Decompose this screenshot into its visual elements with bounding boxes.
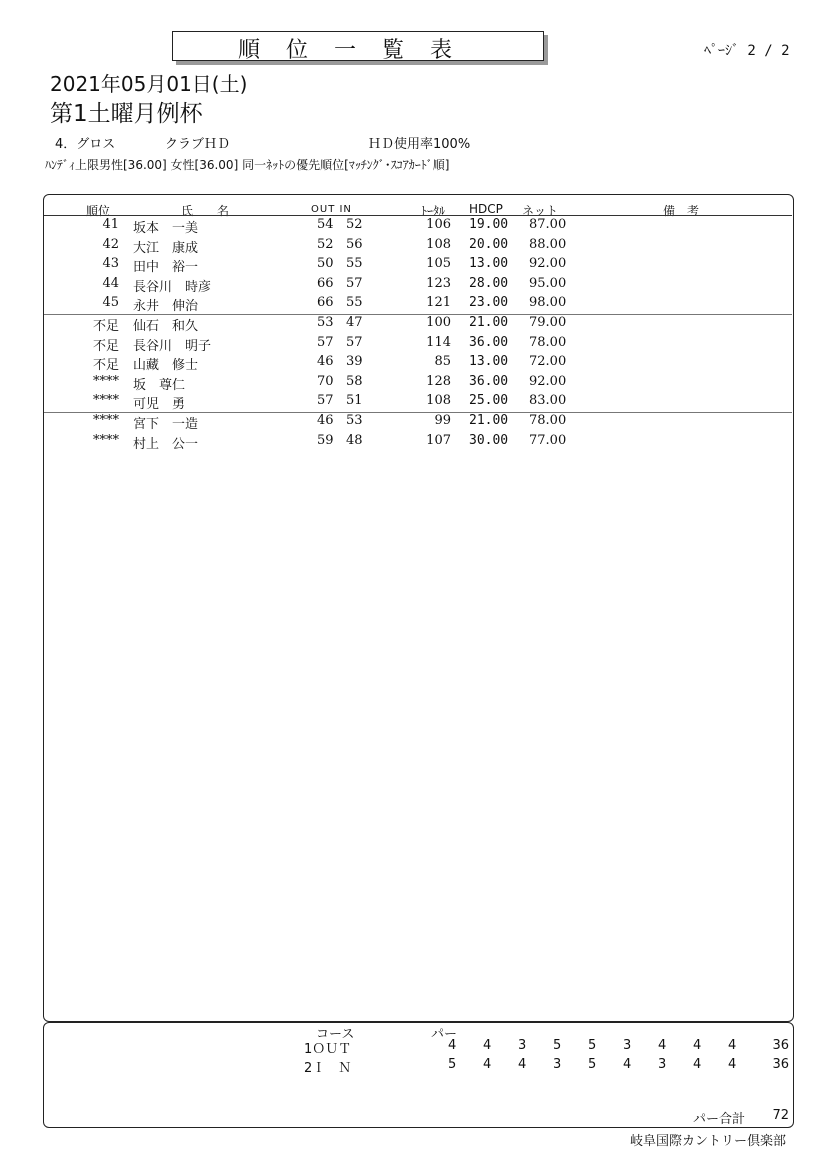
row-total: 105 xyxy=(426,256,451,272)
hole-par: 5 xyxy=(448,1057,457,1072)
row-net: 78.00 xyxy=(529,413,567,428)
row-in: 53 xyxy=(346,413,363,428)
table-row xyxy=(0,374,826,394)
table-row xyxy=(0,237,826,257)
row-out: 46 xyxy=(317,354,334,370)
row-name: 宮下 一造 xyxy=(133,417,199,432)
handicap-note: ﾊﾝﾃﾞｨ上限男性[36.00] 女性[36.00] 同一ﾈｯﾄの優先順位[ﾏｯﾁﾝｸﾞ･ｽｺｱｶｰﾄﾞ順] xyxy=(45,158,450,172)
row-in: 55 xyxy=(346,295,363,311)
row-hdcp: 36.00 xyxy=(469,334,509,350)
hole-par: 3 xyxy=(553,1057,562,1072)
row-in: 51 xyxy=(346,393,363,409)
row-net: 95.00 xyxy=(529,275,567,291)
row-out: 66 xyxy=(317,295,334,311)
row-hdcp: 30.00 xyxy=(469,432,509,448)
row-total: 108 xyxy=(426,393,451,409)
row-rank: 不足 xyxy=(92,338,119,354)
category-label: 4．グロス xyxy=(55,137,116,152)
table-row xyxy=(0,315,826,335)
hole-par: 4 xyxy=(483,1038,492,1053)
row-name: 長谷川 明子 xyxy=(133,338,212,354)
hole-par: 4 xyxy=(483,1057,492,1072)
table-row xyxy=(0,217,826,237)
par-total-label: パー合計 xyxy=(693,1112,746,1127)
row-name: 永井 伸治 xyxy=(133,299,199,315)
course-label: コース xyxy=(316,1027,355,1042)
row-in: 57 xyxy=(346,334,363,350)
hole-par: 4 xyxy=(623,1057,632,1072)
course-par-total: 36 xyxy=(772,1038,789,1053)
hole-par: 5 xyxy=(588,1057,597,1072)
club-name: 岐阜国際カントリー倶楽部 xyxy=(629,1134,786,1149)
row-rank: 45 xyxy=(102,295,119,311)
row-rank: **** xyxy=(93,413,119,428)
row-out: 59 xyxy=(317,432,334,448)
row-total: 123 xyxy=(426,275,451,291)
row-hdcp: 13.00 xyxy=(469,354,509,370)
event-date: 2021年05月01日(土) xyxy=(50,72,248,96)
hole-par: 4 xyxy=(693,1038,702,1053)
col-net-header: ネット xyxy=(522,204,559,218)
hole-par: 4 xyxy=(728,1057,737,1072)
row-in: 57 xyxy=(346,275,363,291)
col-total-header: ﾄｰﾀﾙ xyxy=(421,204,446,218)
row-net: 72.00 xyxy=(529,354,567,370)
row-rank: 44 xyxy=(102,275,119,291)
hole-par: 3 xyxy=(518,1038,527,1053)
col-rank-header: 順位 xyxy=(86,204,111,218)
row-name: 大江 康成 xyxy=(133,240,199,256)
table-row xyxy=(0,354,826,374)
course-name: 1ＯＵＴ xyxy=(304,1042,352,1057)
row-out: 66 xyxy=(317,275,334,291)
par-label: パー xyxy=(431,1027,458,1042)
row-hdcp: 21.00 xyxy=(469,413,509,428)
hole-par: 3 xyxy=(623,1038,632,1053)
row-name: 田中 裕一 xyxy=(133,260,199,276)
row-total: 108 xyxy=(426,236,451,252)
hole-par: 4 xyxy=(518,1057,527,1072)
row-rank: 42 xyxy=(102,236,119,252)
row-hdcp: 36.00 xyxy=(469,373,509,389)
row-rank: 不足 xyxy=(92,358,119,374)
row-in: 52 xyxy=(346,217,363,232)
hole-par: 4 xyxy=(448,1038,457,1053)
row-in: 55 xyxy=(346,256,363,272)
table-row xyxy=(0,276,826,296)
row-total: 107 xyxy=(426,432,451,448)
table-row xyxy=(0,413,826,433)
hole-par: 5 xyxy=(588,1038,597,1053)
row-out: 52 xyxy=(317,236,334,252)
row-hdcp: 25.00 xyxy=(469,393,509,409)
row-name: 長谷川 時彦 xyxy=(133,279,212,295)
row-in: 47 xyxy=(346,315,363,330)
table-row xyxy=(0,256,826,276)
event-name: 第1土曜月例杯 xyxy=(50,101,203,127)
row-total: 114 xyxy=(426,334,451,350)
row-net: 77.00 xyxy=(529,432,567,448)
row-in: 39 xyxy=(346,354,363,370)
row-total: 128 xyxy=(426,373,451,389)
row-rank: 41 xyxy=(102,217,119,232)
row-rank: **** xyxy=(93,393,119,409)
row-out: 57 xyxy=(317,393,334,409)
table-row xyxy=(0,295,826,315)
row-total: 121 xyxy=(426,295,451,311)
row-in: 58 xyxy=(346,373,363,389)
row-out: 70 xyxy=(317,373,334,389)
row-out: 57 xyxy=(317,334,334,350)
row-net: 87.00 xyxy=(529,217,567,232)
row-out: 46 xyxy=(317,413,334,428)
col-outin-header: OUT IN xyxy=(311,204,352,215)
row-name: 可児 勇 xyxy=(133,397,186,413)
hole-par: 5 xyxy=(553,1038,562,1053)
row-total: 99 xyxy=(434,413,451,428)
row-rank: 43 xyxy=(102,256,119,272)
row-rank: **** xyxy=(93,432,119,448)
row-total: 85 xyxy=(434,354,451,370)
hole-par: 4 xyxy=(658,1038,667,1053)
hole-par: 3 xyxy=(658,1057,667,1072)
row-rank: 不足 xyxy=(92,319,119,334)
row-net: 92.00 xyxy=(529,373,567,389)
row-net: 83.00 xyxy=(529,393,567,409)
page-number: ﾍﾟｰｼﾞ 2 / 2 xyxy=(704,43,790,59)
row-name: 仙石 和久 xyxy=(133,319,199,334)
course-row xyxy=(0,1038,826,1057)
row-net: 78.00 xyxy=(529,334,567,350)
row-name: 村上 公一 xyxy=(133,436,199,452)
course-par-total: 36 xyxy=(772,1057,789,1072)
col-hdcp-header: HDCP xyxy=(469,202,503,216)
row-hdcp: 21.00 xyxy=(469,315,509,330)
col-name-header: 氏 名 xyxy=(181,204,230,218)
row-net: 88.00 xyxy=(529,236,567,252)
hole-par: 4 xyxy=(693,1057,702,1072)
row-total: 100 xyxy=(426,315,451,330)
table-row xyxy=(0,335,826,355)
hole-par: 4 xyxy=(728,1038,737,1053)
row-hdcp: 23.00 xyxy=(469,295,509,311)
row-name: 坂 尊仁 xyxy=(133,377,186,393)
course-row xyxy=(0,1057,826,1076)
row-out: 53 xyxy=(317,315,334,330)
page-title: 順位一覧表 xyxy=(237,38,478,63)
col-remarks-header: 備 考 xyxy=(663,204,700,218)
header-divider xyxy=(44,215,792,216)
row-hdcp: 28.00 xyxy=(469,275,509,291)
club-hd-label: クラブＨＤ xyxy=(165,137,231,152)
row-in: 48 xyxy=(346,432,363,448)
hd-rate-label: ＨＤ使用率100% xyxy=(368,137,471,152)
row-name: 山藏 修士 xyxy=(133,358,199,374)
course-name: 2Ｉ Ｎ xyxy=(304,1061,352,1076)
row-name: 坂本 一美 xyxy=(133,221,199,236)
title-box xyxy=(172,31,544,61)
row-hdcp: 20.00 xyxy=(469,236,509,252)
table-row xyxy=(0,393,826,413)
table-row xyxy=(0,433,826,453)
row-total: 106 xyxy=(426,217,451,232)
row-net: 98.00 xyxy=(529,295,567,311)
row-in: 56 xyxy=(346,236,363,252)
row-out: 54 xyxy=(317,217,334,232)
row-hdcp: 13.00 xyxy=(469,256,509,272)
row-net: 92.00 xyxy=(529,256,567,272)
row-hdcp: 19.00 xyxy=(469,217,509,232)
par-total-value: 72 xyxy=(772,1108,789,1123)
row-rank: **** xyxy=(93,373,119,389)
row-net: 79.00 xyxy=(529,315,567,330)
row-out: 50 xyxy=(317,256,334,272)
